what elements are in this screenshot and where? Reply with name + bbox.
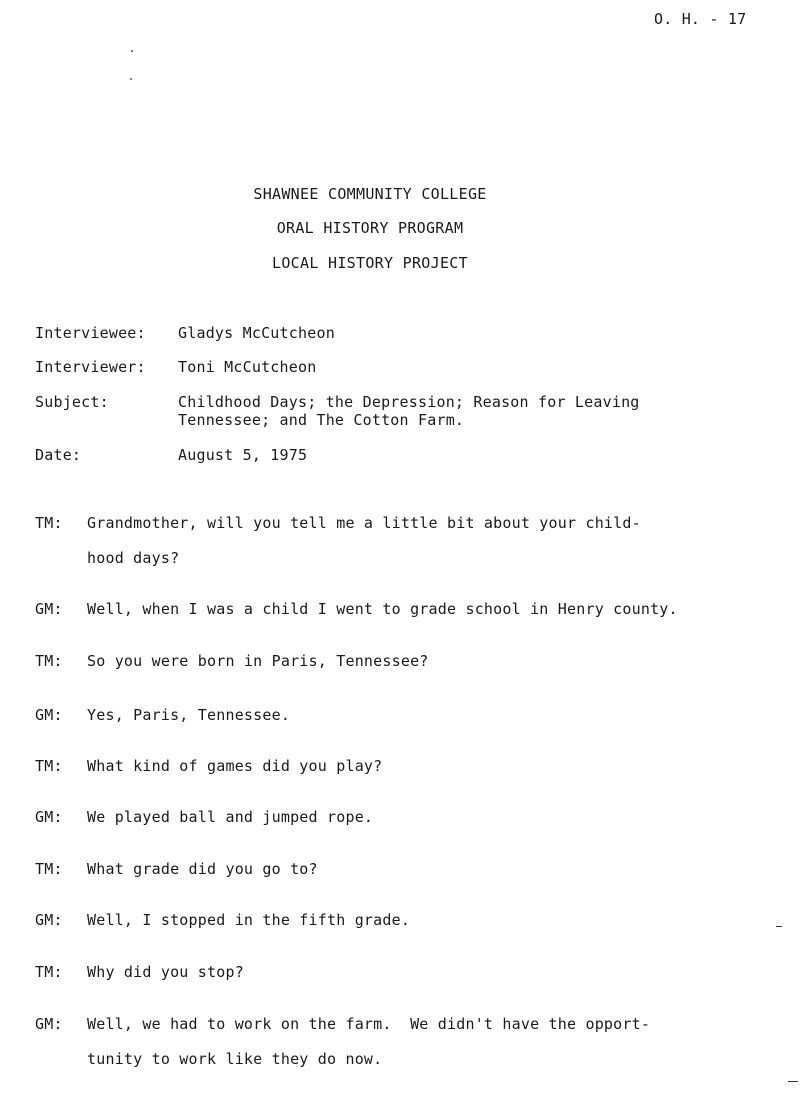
header-line-2: ORAL HISTORY PROGRAM <box>276 219 464 237</box>
speaker-tag: TM: <box>35 514 63 532</box>
page-number: O. H. - 17 <box>654 10 747 28</box>
dialogue-line: What grade did you go to? <box>87 860 318 878</box>
speaker-tag: TM: <box>35 860 63 878</box>
header-line-3: LOCAL HISTORY PROJECT <box>272 254 468 272</box>
subject-label: Subject: <box>35 393 109 411</box>
subject-value-line-2: Tennessee; and The Cotton Farm. <box>178 411 465 429</box>
interviewee-value: Gladys McCutcheon <box>178 324 335 342</box>
speaker-tag: GM: <box>35 706 63 724</box>
speaker-tag: TM: <box>35 757 63 775</box>
speaker-tag: GM: <box>35 1015 63 1033</box>
dialogue-line: Why did you stop? <box>87 963 244 981</box>
speaker-tag: TM: <box>35 963 63 981</box>
speaker-tag: GM: <box>35 600 63 618</box>
dialogue-line: We played ball and jumped rope. <box>87 808 374 826</box>
date-value: August 5, 1975 <box>178 446 308 464</box>
dialogue-line: So you were born in Paris, Tennessee? <box>87 652 429 670</box>
dialogue-line: Well, we had to work on the farm. We didn't have the opport- <box>87 1015 651 1033</box>
dialogue-line: Well, I stopped in the fifth grade. <box>87 911 411 929</box>
scan-edge-mark <box>776 926 782 927</box>
speaker-tag: GM: <box>35 911 63 929</box>
dialogue-line: Grandmother, will you tell me a little bit about your child- <box>87 514 641 532</box>
scan-edge-mark <box>788 1081 798 1082</box>
speaker-tag: GM: <box>35 808 63 826</box>
dialogue-line: Well, when I was a child I went to grade school in Henry county. <box>87 600 678 618</box>
speaker-tag: TM: <box>35 652 63 670</box>
dialogue-line-continued: hood days? <box>87 549 180 567</box>
dialogue-line: What kind of games did you play? <box>87 757 383 775</box>
scan-speck <box>130 78 132 80</box>
date-label: Date: <box>35 446 82 464</box>
interviewer-value: Toni McCutcheon <box>178 358 317 376</box>
scan-speck <box>131 50 133 52</box>
dialogue-line-continued: tunity to work like they do now. <box>87 1050 383 1068</box>
interviewee-label: Interviewee: <box>35 324 146 342</box>
dialogue-line: Yes, Paris, Tennessee. <box>87 706 291 724</box>
subject-value-line-1: Childhood Days; the Depression; Reason for Leaving <box>178 393 640 411</box>
header-line-1: SHAWNEE COMMUNITY COLLEGE <box>253 185 487 203</box>
interviewer-label: Interviewer: <box>35 358 146 376</box>
